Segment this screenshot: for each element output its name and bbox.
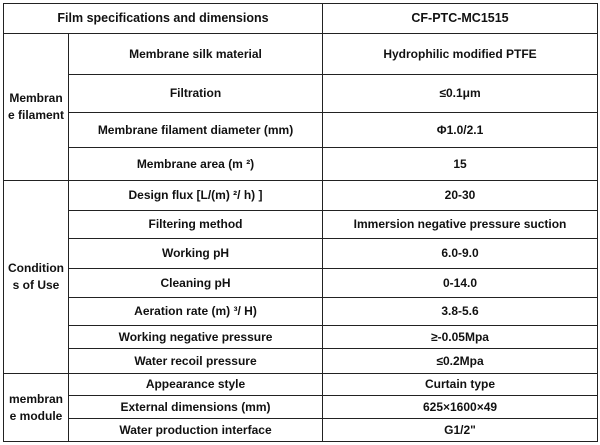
row-value: ≥-0.05Mpa [323,326,598,349]
row-label: Membrane filament diameter (mm) [69,113,323,148]
row-value: Curtain type [323,374,598,396]
table-row [4,75,598,113]
table-row [4,148,598,181]
row-value: G1/2" [323,419,598,442]
row-label: Aeration rate (m) ³/ H) [69,298,323,326]
table-row [4,419,598,442]
row-label: Appearance style [69,374,323,396]
table-row [4,349,598,374]
table-row [4,374,598,396]
group-membrane-filament: Membrane filament [4,34,69,181]
row-label: Working pH [69,239,323,269]
header-value: CF-PTC-MC1515 [323,4,598,34]
table-row [4,181,598,211]
row-value: ≤0.2Mpa [323,349,598,374]
row-label: Membrane silk material [69,34,323,75]
row-value: ≤0.1μm [323,75,598,113]
row-label: Membrane area (m ²) [69,148,323,181]
table-row [4,239,598,269]
row-value: Immersion negative pressure suction [323,211,598,239]
row-value: 625×1600×49 [323,396,598,419]
table-row [4,326,598,349]
header-row [4,4,598,34]
row-label: Cleaning pH [69,269,323,298]
row-value: 0-14.0 [323,269,598,298]
row-value: 20-30 [323,181,598,211]
table-row [4,113,598,148]
row-value: 6.0-9.0 [323,239,598,269]
table-row [4,34,598,75]
row-label: Filtering method [69,211,323,239]
row-label: Filtration [69,75,323,113]
table-row [4,269,598,298]
table-row [4,396,598,419]
row-value: Φ1.0/2.1 [323,113,598,148]
header-label: Film specifications and dimensions [4,4,323,34]
spec-table [3,3,598,442]
row-value: 3.8-5.6 [323,298,598,326]
row-label: External dimensions (mm) [69,396,323,419]
row-value: Hydrophilic modified PTFE [323,34,598,75]
row-value: 15 [323,148,598,181]
row-label: Design flux [L/(m) ²/ h) ] [69,181,323,211]
group-conditions-of-use: Conditions of Use [4,181,69,374]
table-row [4,211,598,239]
row-label: Working negative pressure [69,326,323,349]
group-membrane-module: membrane module [4,374,69,442]
table-row [4,298,598,326]
row-label: Water recoil pressure [69,349,323,374]
row-label: Water production interface [69,419,323,442]
